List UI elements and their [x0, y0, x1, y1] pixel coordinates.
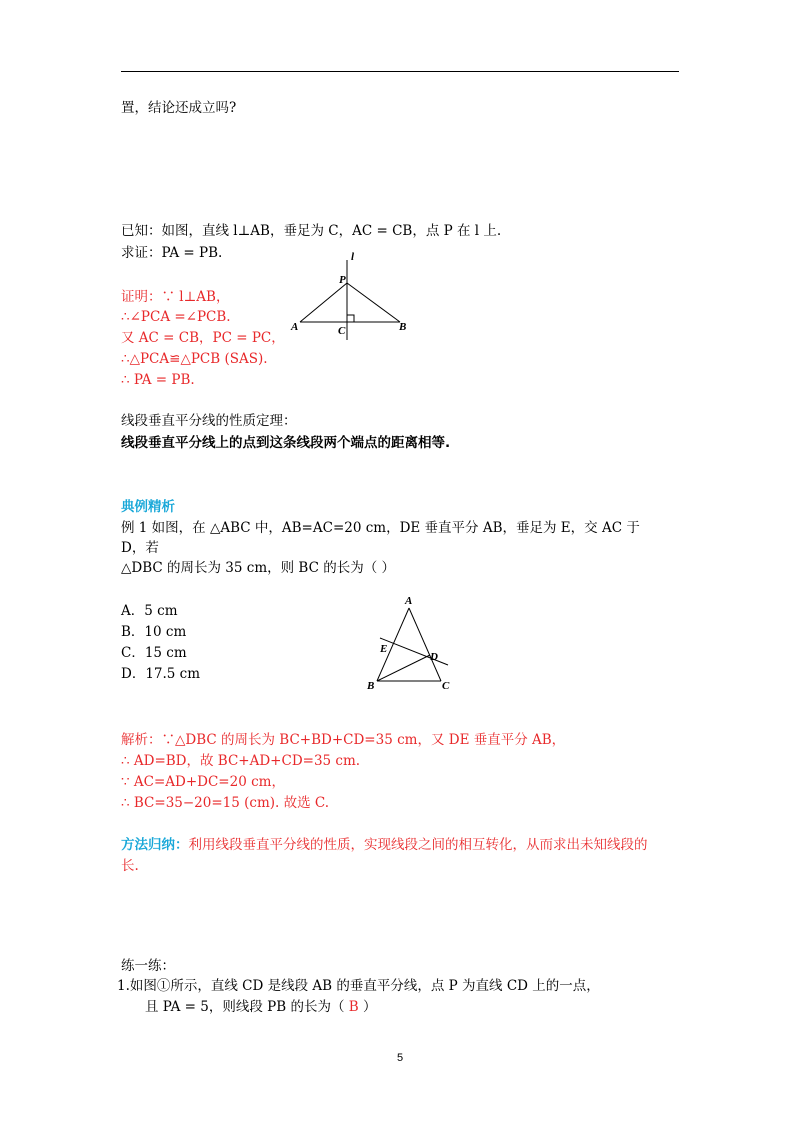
- label-b: B: [399, 321, 407, 333]
- practice-close: ）: [358, 999, 377, 1015]
- label-p: P: [339, 274, 346, 286]
- label-c: C: [338, 325, 346, 337]
- header-text: 置，结论还成立吗?: [121, 100, 237, 116]
- option-b: B．10 cm: [121, 624, 187, 640]
- triangle-figure: [360, 590, 460, 692]
- label-b: B: [367, 680, 375, 692]
- proof-line-3: 又 AC = CB，PC = PC，: [121, 330, 285, 346]
- method-text: 利用线段垂直平分线的性质，实现线段之间的相互转化，从而求出未知线段的: [188, 837, 648, 853]
- prove-statement: 求证：PA = PB.: [121, 245, 223, 261]
- proof-line-4: ∴△PCA≌△PCB (SAS).: [121, 351, 268, 367]
- label-d: D: [430, 651, 438, 663]
- section-title: 典例精析: [121, 499, 175, 515]
- page-number: 5: [396, 1052, 404, 1064]
- practice-line-2: [145, 998, 376, 1016]
- given-statement: 已知：如图，直线 l⊥AB，垂足为 C，AC = CB，点 P 在 l 上.: [121, 223, 502, 239]
- label-l: l: [351, 251, 355, 263]
- perpendicular-bisector-figure: [285, 248, 415, 343]
- label-a: A: [291, 321, 299, 333]
- solution-line-2: ∴ AD=BD，故 BC+AD+CD=35 cm.: [121, 753, 361, 769]
- solution-line-3: ∵ AC=AD+DC=20 cm，: [121, 774, 285, 790]
- method-summary: [121, 836, 648, 854]
- solution-line-4: ∴ BC=35−20=15 (cm). 故选 C.: [121, 795, 330, 811]
- header-rule: [121, 71, 679, 72]
- theorem-title: 线段垂直平分线的性质定理：: [121, 413, 297, 429]
- practice-answer: B: [348, 999, 359, 1015]
- method-label: 方法归纳：: [121, 837, 189, 853]
- practice-title: 练一练：: [121, 958, 175, 974]
- practice-question: 且 PA = 5，则线段 PB 的长为（: [145, 999, 349, 1015]
- example-line-3: △DBC 的周长为 35 cm，则 BC 的长为（ ）: [121, 560, 395, 576]
- option-a: A．5 cm: [121, 603, 178, 619]
- proof-line-2: ∴∠PCA =∠PCB.: [121, 309, 231, 325]
- proof-line-1: 证明：∵ l⊥AB，: [121, 289, 230, 305]
- method-text-cont: 长.: [121, 858, 139, 874]
- label-e: E: [380, 643, 388, 655]
- option-d: D．17.5 cm: [121, 666, 201, 682]
- option-c: C．15 cm: [121, 645, 187, 661]
- proof-line-5: ∴ PA = PB.: [121, 372, 195, 388]
- example-line-1: 例 1 如图，在 △ABC 中，AB=AC=20 cm，DE 垂直平分 AB，垂足为 E，交 AC 于: [121, 520, 640, 536]
- theorem-body: 线段垂直平分线上的点到这条线段两个端点的距离相等.: [121, 435, 451, 451]
- label-c: C: [442, 680, 450, 692]
- practice-line-1: 1.如图①所示，直线 CD 是线段 AB 的垂直平分线，点 P 为直线 CD 上的一点，: [117, 978, 600, 994]
- label-a: A: [405, 595, 413, 607]
- solution-line-1: 解析：∵△DBC 的周长为 BC+BD+CD=35 cm，又 DE 垂直平分 AB，: [121, 732, 566, 748]
- example-line-2: D，若: [121, 540, 159, 556]
